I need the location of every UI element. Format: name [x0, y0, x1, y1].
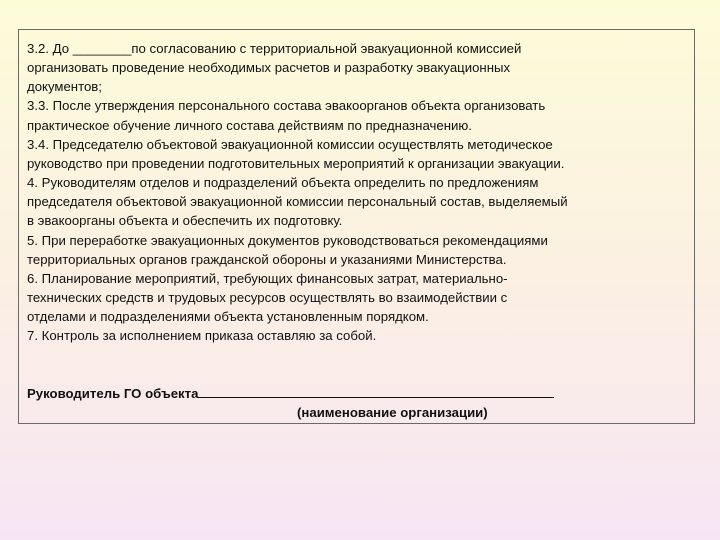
text-line-13: 6. Планирование мероприятий, требующих финансовых затрат, материально-: [27, 270, 508, 286]
text-line-1: 3.2. До ________по согласованию с территориальной эвакуационной комиссией: [27, 41, 522, 56]
text-line-5: практическое обучение личного состава действиям по предназначению.: [27, 117, 472, 133]
signature-label: Руководитель ГО объекта: [27, 385, 199, 401]
text-line-2: организовать проведение необходимых расчетов и разработку эвакуационных: [27, 60, 511, 76]
text-line-12: территориальных органов гражданской обороны и указаниями Министерства.: [27, 251, 507, 267]
signature-blank: [198, 384, 554, 398]
signature-line: [27, 384, 686, 403]
text-line-4: 3.3. После утверждения персонального состава эвакоорганов объекта организовать: [27, 98, 546, 114]
text-line-6: 3.4. Председателю объектовой эвакуационной комиссии осуществлять методическое: [27, 136, 553, 152]
text-line-9: председателя объектовой эвакуационной комиссии персональный состав, выделяемый: [27, 194, 568, 210]
signature-caption: (наименование организации): [297, 404, 488, 420]
spacer: [27, 346, 686, 384]
text-line-16: 7. Контроль за исполнением приказа оставляю за собой.: [27, 328, 377, 344]
document-frame: [18, 29, 695, 424]
text-line-7: руководство при проведении подготовительных мероприятий к организации эвакуации.: [27, 155, 565, 171]
text-line-3: документов;: [27, 79, 102, 95]
text-line-14: технических средств и трудовых ресурсов осуществлять во взаимодействии с: [27, 290, 508, 306]
text-line-8: 4. Руководителям отделов и подразделений объекта определить по предложениям: [27, 175, 539, 191]
text-line-15: отделами и подразделениями объекта установленным порядком.: [27, 309, 429, 325]
text-line-10: в эвакоорганы объекта и обеспечить их подготовку.: [27, 213, 343, 229]
text-line-11: 5. При переработке эвакуационных документов руководствоваться рекомендациями: [27, 232, 548, 248]
